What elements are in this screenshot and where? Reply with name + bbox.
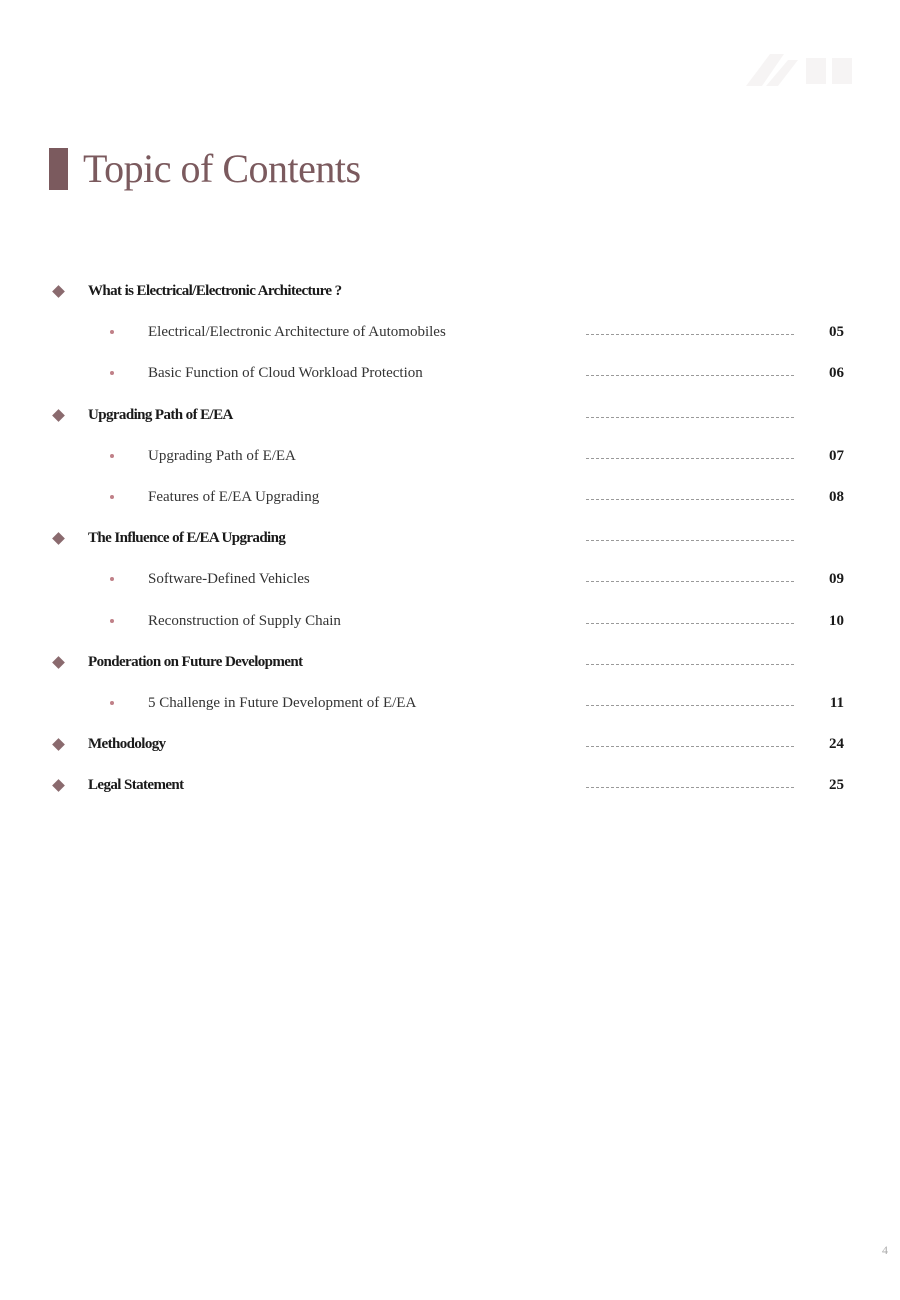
toc-page-number: 07 [829, 447, 844, 464]
toc-section-row[interactable] [0, 519, 900, 560]
dotted-leader [586, 375, 794, 376]
diamond-bullet-icon [52, 532, 65, 545]
page-title: Topic of Contents [83, 146, 361, 191]
toc-entry-label: Upgrading Path of E/EA [88, 406, 233, 423]
diamond-bullet-icon [52, 409, 65, 422]
toc-entry-label: Legal Statement [88, 777, 184, 794]
diamond-bullet-icon [52, 656, 65, 669]
table-of-contents [0, 272, 900, 807]
diamond-bullet-icon [52, 285, 65, 298]
dotted-leader [586, 787, 794, 788]
toc-entry-label: Basic Function of Cloud Workload Protection [148, 365, 423, 382]
toc-subsection-row[interactable] [0, 313, 900, 354]
toc-subsection-row[interactable] [0, 602, 900, 643]
diamond-bullet-icon [52, 779, 65, 792]
dot-bullet-icon [110, 701, 114, 705]
toc-section-row[interactable] [0, 643, 900, 684]
dotted-leader [586, 499, 794, 500]
toc-entry-label: 5 Challenge in Future Development of E/EA [148, 694, 417, 711]
dotted-leader [586, 540, 794, 541]
diamond-bullet-icon [52, 738, 65, 751]
toc-section-row[interactable] [0, 396, 900, 437]
toc-subsection-row[interactable] [0, 478, 900, 519]
dot-bullet-icon [110, 330, 114, 334]
toc-page-number: 08 [829, 488, 844, 505]
toc-entry-label: Ponderation on Future Development [88, 653, 303, 670]
toc-entry-label: The Influence of E/EA Upgrading [88, 530, 286, 547]
toc-section-row[interactable] [0, 766, 900, 807]
toc-section-row[interactable] [0, 272, 900, 313]
toc-entry-label: Upgrading Path of E/EA [148, 447, 296, 464]
toc-entry-label: Electrical/Electronic Architecture of Automobiles [148, 324, 446, 341]
dotted-leader [586, 746, 794, 747]
toc-entry-label: Software-Defined Vehicles [148, 571, 310, 588]
dotted-leader [586, 417, 794, 418]
toc-page-number: 06 [829, 365, 844, 382]
dot-bullet-icon [110, 371, 114, 375]
toc-page-number: 05 [829, 324, 844, 341]
page-number: 4 [882, 1243, 888, 1257]
page-header [49, 148, 361, 190]
dotted-leader [586, 705, 794, 706]
toc-entry-label: What is Electrical/Electronic Architecture ? [88, 283, 342, 299]
toc-entry-label: Methodology [88, 736, 166, 753]
toc-page-number: 11 [829, 694, 844, 711]
toc-page-number: 09 [829, 571, 844, 588]
dot-bullet-icon [110, 619, 114, 623]
dotted-leader [586, 664, 794, 665]
toc-subsection-row[interactable] [0, 437, 900, 478]
toc-subsection-row[interactable] [0, 684, 900, 725]
company-logo-watermark [740, 46, 860, 94]
toc-entry-label: Reconstruction of Supply Chain [148, 612, 341, 629]
dot-bullet-icon [110, 577, 114, 581]
toc-subsection-row[interactable] [0, 560, 900, 601]
dot-bullet-icon [110, 495, 114, 499]
toc-page-number: 25 [829, 777, 844, 794]
toc-subsection-row[interactable] [0, 354, 900, 395]
title-accent-bar [49, 148, 68, 190]
dotted-leader [586, 581, 794, 582]
toc-page-number: 24 [829, 736, 844, 753]
dotted-leader [586, 458, 794, 459]
toc-entry-label: Features of E/EA Upgrading [148, 488, 320, 505]
toc-section-row[interactable] [0, 725, 900, 766]
dotted-leader [586, 623, 794, 624]
dot-bullet-icon [110, 454, 114, 458]
dotted-leader [586, 334, 794, 335]
toc-page-number: 10 [829, 612, 844, 629]
